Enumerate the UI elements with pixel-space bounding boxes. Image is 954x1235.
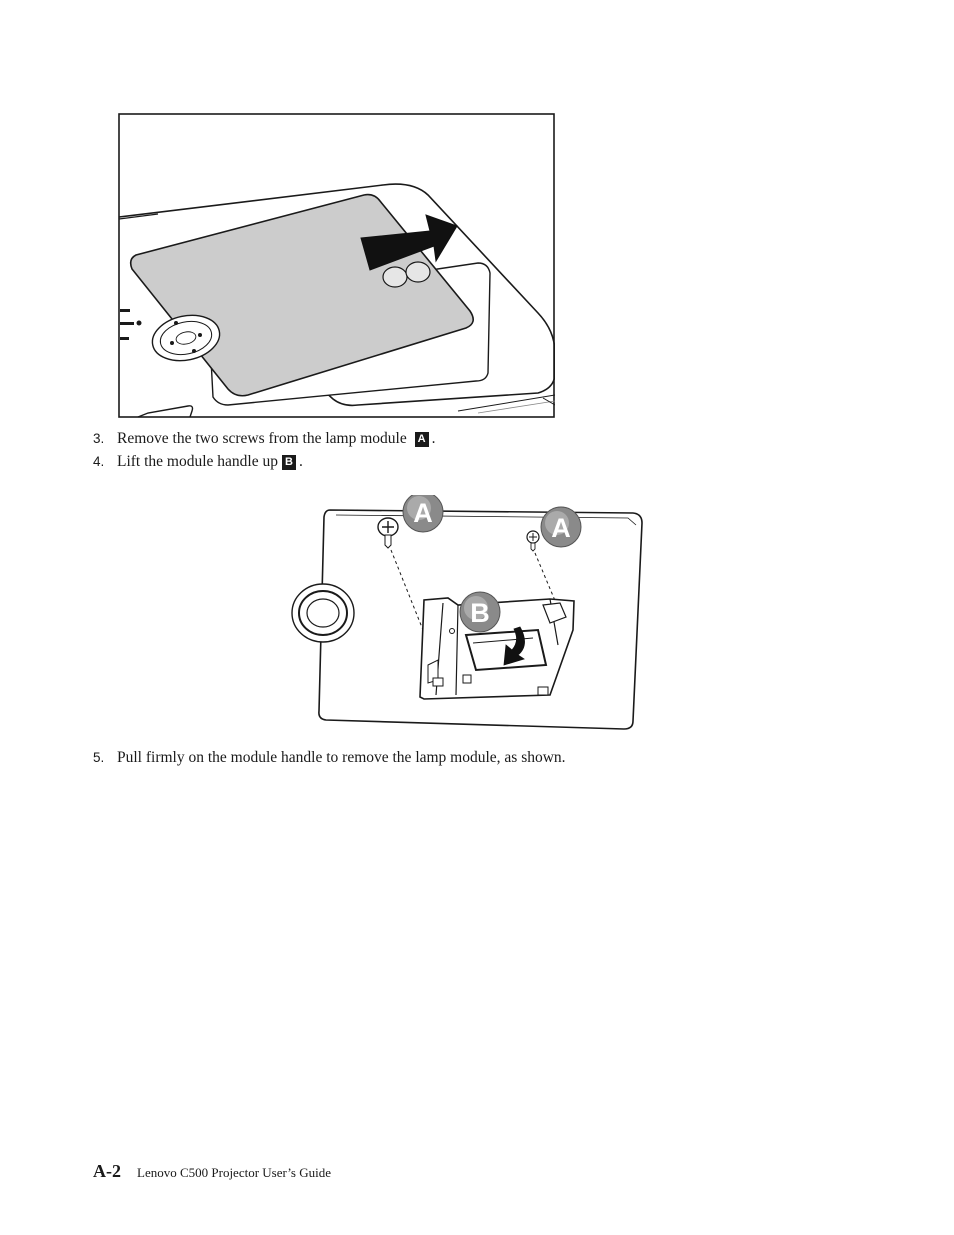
figure-lamp-module-screws: [288, 495, 674, 735]
step-4: [93, 452, 303, 472]
step-number: 4.: [93, 454, 105, 469]
step-text-end: .: [299, 453, 303, 470]
document-title: Lenovo C500 Projector User’s Guide: [137, 1165, 332, 1180]
step-text: Pull firmly on the module handle to remove the lamp module, as shown.: [117, 749, 566, 766]
callout-a-right-label: A: [551, 513, 571, 543]
page-footer: [93, 1161, 331, 1182]
callout-badge-a: A: [415, 432, 429, 447]
page-number: A-2: [93, 1161, 121, 1181]
step-text-end: .: [431, 430, 436, 447]
callout-a-left-label: A: [413, 498, 433, 528]
figure-lamp-cover-removal: [118, 113, 555, 418]
callout-a-left: [403, 495, 443, 532]
callout-badge-b: B: [282, 455, 296, 470]
step-5: [93, 748, 566, 768]
step-text: Remove the two screws from the lamp module: [117, 430, 407, 447]
step-text: Lift the module handle up: [117, 453, 278, 470]
callout-b-label: B: [470, 598, 490, 628]
step-number: 3.: [93, 431, 105, 446]
callout-b: [460, 592, 500, 632]
step-number: 5.: [93, 750, 105, 765]
callout-a-right: [541, 507, 581, 547]
step-3: [93, 429, 435, 449]
